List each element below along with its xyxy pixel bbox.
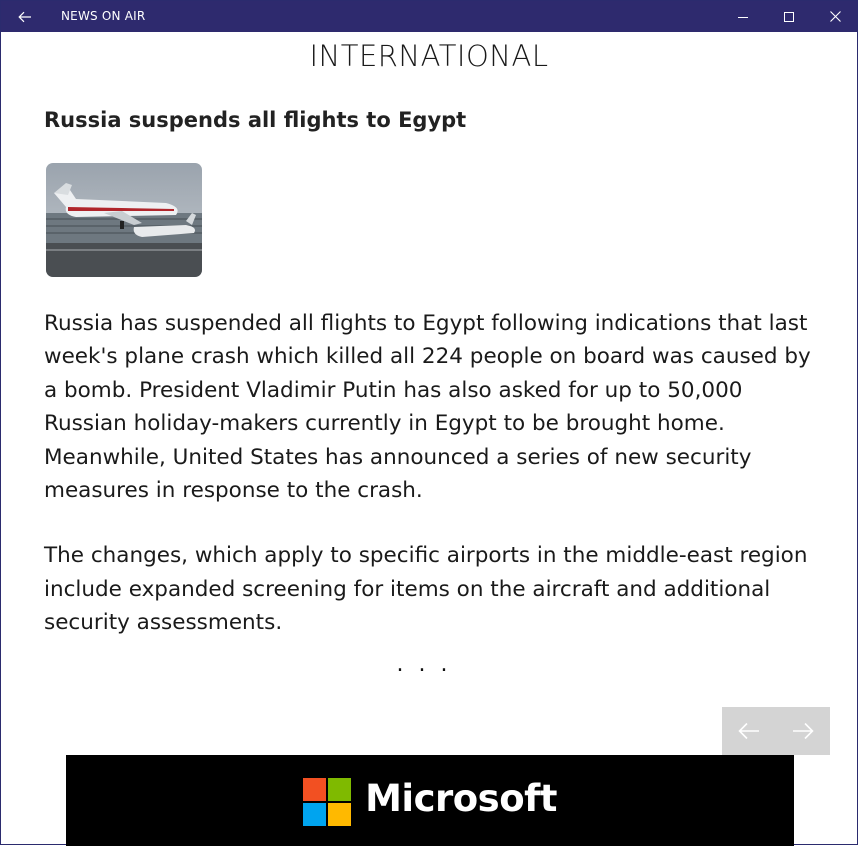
ad-banner[interactable] (66, 755, 794, 846)
article-paragraph-2: The changes, which apply to specific airports in the middle-east region include expanded screening for items on the aircraft and additional security assessments. (44, 543, 808, 636)
next-article-button[interactable] (776, 707, 830, 755)
article-navigation (722, 707, 830, 755)
more-indicator: . . . (396, 652, 452, 677)
article-body (44, 307, 814, 672)
logo-square-green (328, 778, 351, 801)
ad-brand-name: Microsoft (365, 777, 557, 820)
arrow-left-icon (738, 722, 760, 740)
back-button[interactable] (1, 1, 49, 32)
app-title: NEWS ON AIR (61, 9, 146, 23)
back-arrow-icon (18, 11, 32, 23)
minimize-icon (738, 12, 748, 22)
arrow-right-icon (792, 722, 814, 740)
logo-square-yellow (328, 803, 351, 826)
logo-square-blue (303, 803, 326, 826)
close-button[interactable] (812, 1, 858, 32)
microsoft-windows-icon (303, 778, 351, 826)
previous-article-button[interactable] (722, 707, 776, 755)
title-bar (1, 1, 857, 32)
minimize-button[interactable] (720, 1, 766, 32)
article-headline: Russia suspends all flights to Egypt (44, 108, 467, 132)
article-paragraph-1: Russia has suspended all flights to Egypt following indications that last week's plane crash which killed all 224 people on board was caused by a bomb. President Vladimir Putin has also asked for up to 50,000 Russian holiday-makers currently in Egypt to be brought home. Meanwhile, United States has announced a series of new security measures in response to the crash. (44, 311, 811, 504)
close-icon (830, 11, 841, 22)
maximize-button[interactable] (766, 1, 812, 32)
logo-square-red (303, 778, 326, 801)
section-title: INTERNATIONAL (309, 39, 549, 73)
microsoft-logo (303, 776, 557, 826)
article-thumbnail (46, 163, 202, 277)
maximize-icon (784, 12, 794, 22)
